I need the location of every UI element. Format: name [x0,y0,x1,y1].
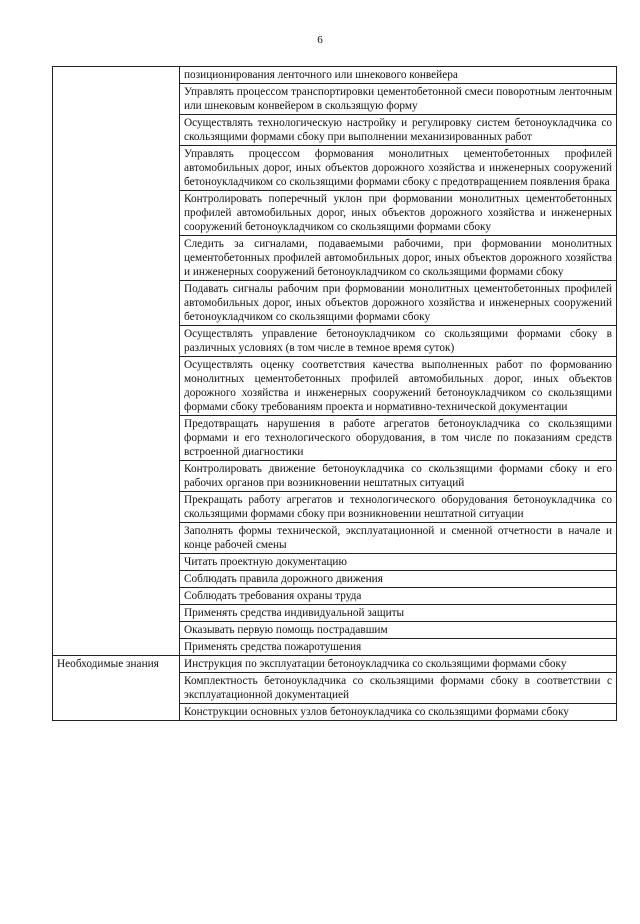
requirement-cell: Применять средства индивидуальной защиты [180,605,617,622]
requirement-cell: Осуществлять технологическую настройку и регулировку систем бетоноукладчика со скользящими формами сбоку при выполнении механизированных работ [180,115,617,146]
requirement-cell: Применять средства пожаротушения [180,639,617,656]
requirement-cell: Конструкции основных узлов бетоноукладчика со скользящими формами сбоку [180,704,617,721]
requirement-cell: Контролировать движение бетоноукладчика со скользящими формами сбоку и его рабочих органов при возникновении нештатных ситуаций [180,461,617,492]
requirement-cell: Соблюдать правила дорожного движения [180,571,617,588]
requirement-cell: Управлять процессом формования монолитных цементобетонных профилей автомобильных дорог, иных объектов дорожного хозяйства и инженерных сооружений бетоноукладчиком со скользящими формами сбоку с предотвращением появления брака [180,146,617,191]
requirements-table [52,66,617,721]
requirement-cell: Комплектность бетоноукладчика со скользящими формами сбоку в соответствии с эксплуатационной документацией [180,673,617,704]
requirement-cell: позиционирования ленточного или шнекового конвейера [180,67,617,84]
requirement-cell: Управлять процессом транспортировки цементобетонной смеси поворотным ленточным или шнековым конвейером в скользящую форму [180,84,617,115]
section-label [53,67,180,656]
requirements-table-body [53,67,617,721]
requirement-cell: Читать проектную документацию [180,554,617,571]
requirement-cell: Инструкция по эксплуатации бетоноукладчика со скользящими формами сбоку [180,656,617,673]
table-row [53,67,617,84]
requirement-cell: Прекращать работу агрегатов и технологического оборудования бетоноукладчика со скользящими формами сбоку при возникновении нештатной ситуации [180,492,617,523]
requirement-cell: Контролировать поперечный уклон при формовании монолитных цементобетонных профилей автомобильных дорог, иных объектов дорожного хозяйства и инженерных сооружений бетоноукладчиком со скользящими формами сбоку [180,191,617,236]
table-row [53,656,617,673]
requirement-cell: Осуществлять оценку соответствия качества выполненных работ по формованию монолитных цементобетонных профилей автомобильных дорог, иных объектов дорожного хозяйства и инженерных сооружений бетоноукладчиком со скользящими формами сбоку требованиям проекта и нормативно-технической документации [180,357,617,416]
requirement-cell: Предотвращать нарушения в работе агрегатов бетоноукладчика со скользящими формами и его технологического оборудования, в том числе по показаниям средств встроенной диагностики [180,416,617,461]
section-label: Необходимые знания [53,656,180,721]
requirement-cell: Оказывать первую помощь пострадавшим [180,622,617,639]
requirement-cell: Подавать сигналы рабочим при формовании монолитных цементобетонных профилей автомобильных дорог, иных объектов дорожного хозяйства и инженерных сооружений бетоноукладчиком со скользящими формами сбоку [180,281,617,326]
page-number: 6 [317,34,323,46]
requirement-cell: Осуществлять управление бетоноукладчиком со скользящими формами сбоку в различных условиях (в том числе в темное время суток) [180,326,617,357]
requirement-cell: Соблюдать требования охраны труда [180,588,617,605]
requirement-cell: Следить за сигналами, подаваемыми рабочими, при формовании монолитных цементобетонных профилей автомобильных дорог, иных объектов дорожного хозяйства и инженерных сооружений бетоноукладчиком со скользящими формами сбоку [180,236,617,281]
requirement-cell: Заполнять формы технической, эксплуатационной и сменной отчетности в начале и конце рабочей смены [180,523,617,554]
